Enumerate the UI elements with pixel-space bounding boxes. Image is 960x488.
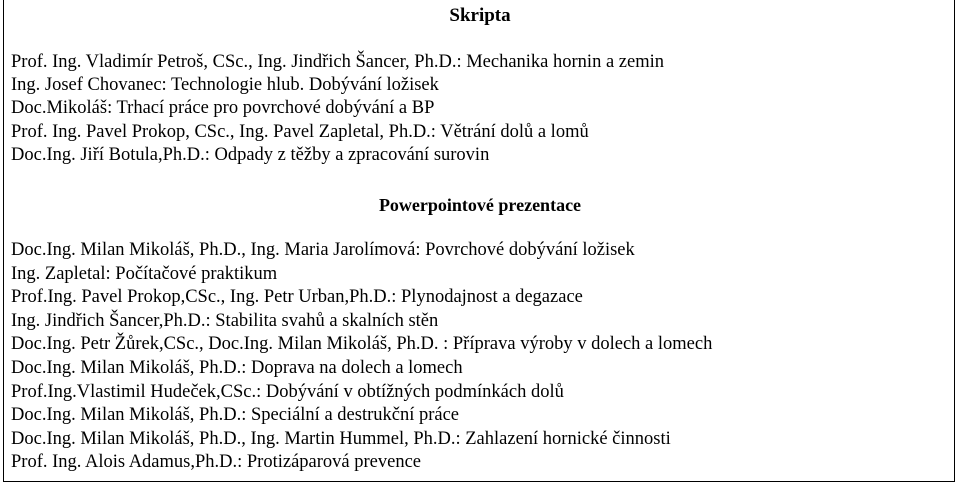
prezentace-item: Doc.Ing. Milan Mikoláš, Ph.D.: Doprava na dolech a lomech [11, 357, 463, 378]
prezentace-item: Doc.Ing. Milan Mikoláš, Ph.D., Ing. Maria Jarolímová: Povrchové dobývání ložisek [11, 240, 635, 260]
prezentace-item: Ing. Jindřich Šancer,Ph.D.: Stabilita svahů a skalních stěn [11, 310, 439, 331]
skripta-item: Ing. Josef Chovanec: Technologie hlub. Dobývání ložisek [11, 75, 439, 96]
skripta-item: Prof. Ing. Pavel Prokop, CSc., Ing. Pavel Zapletal, Ph.D.: Větrání dolů a lomů [11, 121, 589, 142]
prezentace-item: Prof.Ing. Pavel Prokop,CSc., Ing. Petr Urban,Ph.D.: Plynodajnost a degazace [11, 287, 583, 308]
section-heading-prezentace: Powerpointové prezentace [378, 195, 582, 215]
section-heading-skripta: Skripta [449, 5, 511, 26]
prezentace-item: Prof. Ing. Alois Adamus,Ph.D.: Protizáparová prevence [11, 452, 422, 473]
prezentace-item: Doc.Ing. Milan Mikoláš, Ph.D.: Speciální a destrukční práce [11, 405, 460, 426]
prezentace-item: Ing. Zapletal: Počítačové praktikum [11, 263, 278, 284]
prezentace-item: Doc.Ing. Petr Žůrek,CSc., Doc.Ing. Milan Mikoláš, Ph.D. : Příprava výroby v dolech a lomech [11, 334, 713, 355]
prezentace-item: Prof.Ing.Vlastimil Hudeček,CSc.: Dobývání v obtížných podmínkách dolů [11, 381, 564, 402]
prezentace-item: Doc.Ing. Milan Mikoláš, Ph.D., Ing. Martin Hummel, Ph.D.: Zahlazení hornické činnosti [11, 428, 671, 449]
skripta-item: Doc.Ing. Jiří Botula,Ph.D.: Odpady z těžby a zpracování surovin [11, 144, 490, 165]
prezentace-list [11, 239, 712, 475]
skripta-item: Doc.Mikoláš: Trhací práce pro povrchové dobývání a BP [11, 98, 435, 119]
skripta-list [11, 51, 664, 167]
skripta-item: Prof. Ing. Vladimír Petroš, CSc., Ing. Jindřich Šancer, Ph.D.: Mechanika hornin a zemin [11, 52, 664, 72]
